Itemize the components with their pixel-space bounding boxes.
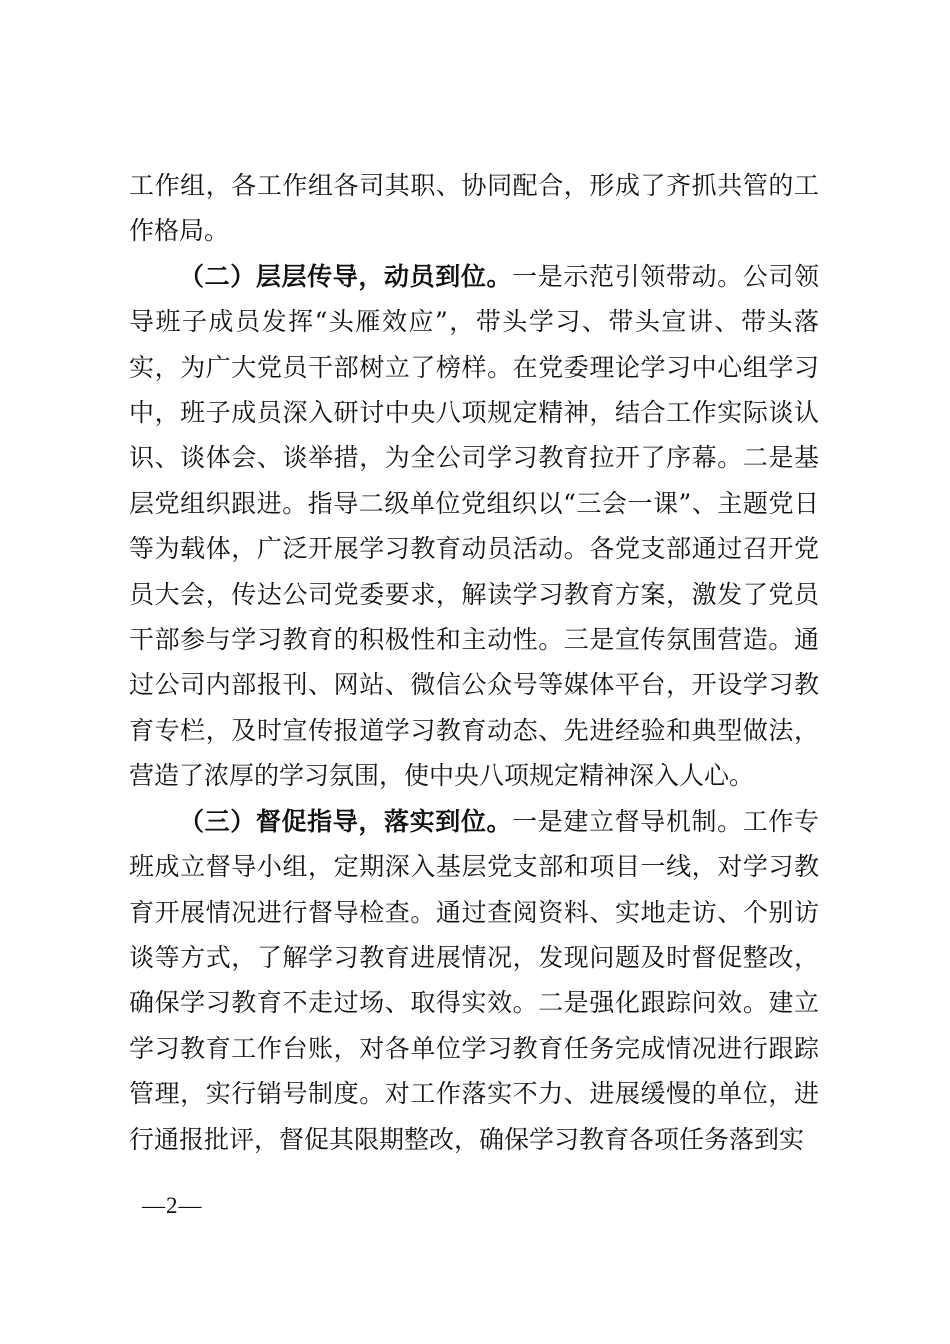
paragraph-text: 一是建立督导机制。工作专班成立督导小组，定期深入基层党支部和项目一线，对学习教育开展情况进行督导检查。通过查阅资料、实地走访、个别访谈等方式，了解学习教育进展情况，发现问题及时督促整改，确保学习教育不走过场、取得实效。二是强化跟踪问效。建立学习教育工作台账，对各单位学习教育任务完成情况进行跟踪管理，实行销号制度。对工作落实不力、进展缓慢的单位，进行通报批评，督促其限期整改，确保学习教育各项任务落到实 (129, 806, 819, 1154)
paragraph-continuation (129, 163, 819, 254)
section-heading-3: （三）督促指导，落实到位。 (179, 806, 513, 836)
paragraph-supervision (129, 799, 819, 1162)
document-body (129, 163, 819, 1162)
section-heading-2: （二）层层传导，动员到位。 (179, 261, 513, 291)
paragraph-mobilization (129, 254, 819, 799)
paragraph-text: 一是示范引领带动。公司领导班子成员发挥“头雁效应”，带头学习、带头宣讲、带头落实，为广大党员干部树立了榜样。在党委理论学习中心组学习中，班子成员深入研讨中央八项规定精神，结合工作实际谈认识、谈体会、谈举措，为全公司学习教育拉开了序幕。二是基层党组织跟进。指导二级单位党组织以“三会一课”、主题党日等为载体，广泛开展学习教育动员活动。各党支部通过召开党员大会，传达公司党委要求，解读学习教育方案，激发了党员干部参与学习教育的积极性和主动性。三是宣传氛围营造。通过公司内部报刊、网站、微信公众号等媒体平台，开设学习教育专栏，及时宣传报道学习教育动态、先进经验和典型做法，营造了浓厚的学习氛围，使中央八项规定精神深入人心。 (129, 261, 819, 791)
paragraph-text: 工作组，各工作组各司其职、协同配合，形成了齐抓共管的工作格局。 (129, 171, 819, 246)
page-number: —2— (142, 1193, 203, 1218)
